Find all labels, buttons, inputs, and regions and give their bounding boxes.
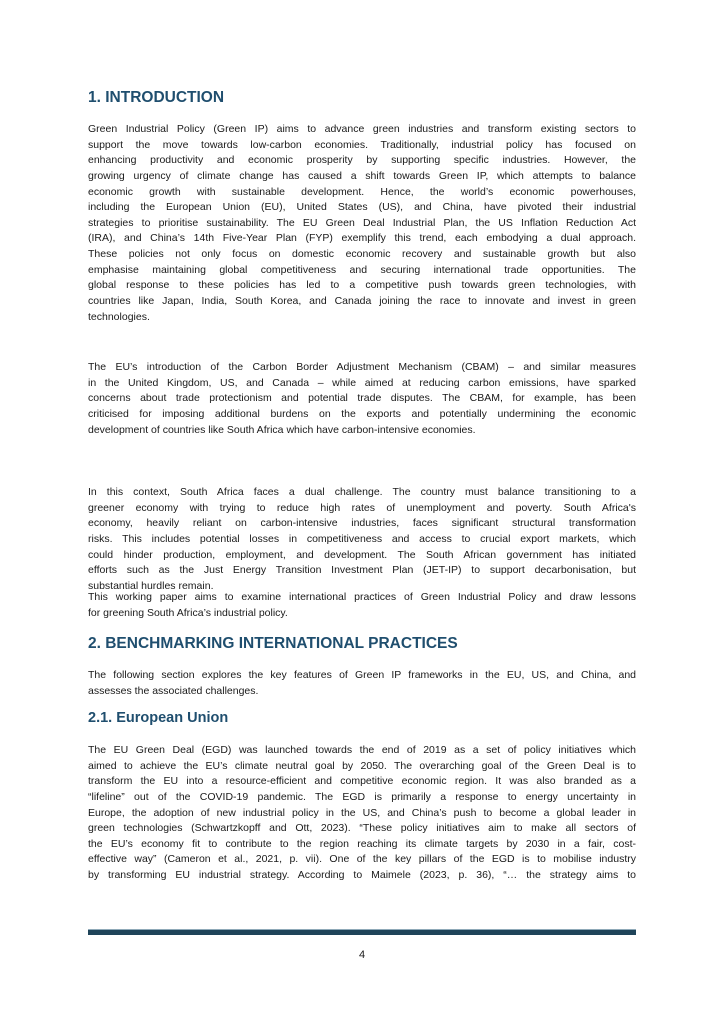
- text-line: development of countries like South Africa which have carbon-intensive economies.: [88, 423, 476, 436]
- text-line: The EU Green Deal (EGD) was launched towards the end of 2019 as a set of policy initiatives which: [88, 744, 636, 756]
- text-line: economy, heavily reliant on carbon-intensive industries, faces significant structural transformation: [88, 517, 636, 530]
- text-line: In this context, South Africa faces a dual challenge. The country must balance transitioning to a: [88, 486, 636, 498]
- text-line: enhancing productivity and economic prosperity by supporting specific industries. However, the: [88, 154, 636, 167]
- text-line: including the European Union (EU), United States (US), and China, have pivoted their industrial: [88, 201, 636, 214]
- text-line: Green Industrial Policy (Green IP) aims to advance green industries and transform existing sectors to: [88, 123, 636, 135]
- subsection-heading-european-union: 2.1. European Union: [88, 710, 229, 726]
- text-line: The following section explores the key features of Green IP frameworks in the EU, US, and China, and: [88, 669, 636, 681]
- text-line: Europe, the adoption of new industrial policy in the US, and China’s push to become a global leader in: [88, 806, 636, 819]
- paragraph-european-union: [88, 743, 636, 884]
- page-number: 4: [358, 949, 366, 961]
- text-line: aimed to achieve the EU’s climate neutral goal by 2050. The overarching goal of the Green Deal is to: [88, 759, 636, 772]
- text-line: concerns about trade protectionism and potential trade disputes. The CBAM, for example, has been: [88, 392, 636, 405]
- text-line: the EU’s economy fit to contribute to the region reaching its climate targets by 2030 in a fair, cost-: [88, 837, 636, 850]
- text-line: countries like Japan, India, South Korea, and Canada joining the race to innovate and invest in green: [88, 295, 636, 308]
- text-line: (IRA), and China’s 14th Five-Year Plan (FYP) exemplify this trend, each embodying a dual approach.: [88, 232, 636, 245]
- text-line: “lifeline” out of the COVID-19 pandemic. The EGD is primarily a response to energy uncertainty in: [88, 790, 636, 803]
- section-heading-benchmarking: 2. BENCHMARKING INTERNATIONAL PRACTICES: [88, 635, 458, 652]
- footer-rule: [88, 929, 636, 935]
- text-line: substantial hurdles remain.: [88, 579, 214, 592]
- paragraph-benchmarking: [88, 668, 636, 699]
- paragraph-intro-1: [88, 122, 636, 325]
- text-line: by transforming EU industrial strategy. According to Maimele (2023, p. 36), “… the strategy aims to: [88, 869, 636, 882]
- text-line: greener economy with trying to reduce high rates of unemployment and poverty. South Africa's: [88, 501, 636, 514]
- text-line: assesses the associated challenges.: [88, 684, 259, 697]
- text-line: transform the EU into a resource-efficient and competitive economic region. It was also branded as a: [88, 775, 636, 788]
- text-line: green technologies (Schwartzkopff and Ott, 2023). “These policy initiatives aim to make all sectors of: [88, 822, 636, 835]
- text-line: risks. This includes potential losses in competitiveness and access to crucial export markets, which: [88, 532, 636, 545]
- text-line: in the United Kingdom, US, and Canada – while aimed at reducing carbon emissions, have sparked: [88, 376, 636, 389]
- text-line: could hinder production, employment, and development. The South African government has initiated: [88, 548, 636, 561]
- text-line: support the move towards low-carbon economies. Traditionally, industrial policy has focused on: [88, 138, 636, 151]
- text-line: emphasise maintaining global competitiveness and securing international trade opportunities. The: [88, 263, 636, 276]
- text-line: These policies not only focus on domestic economic recovery and sustainable growth but also: [88, 248, 636, 261]
- paragraph-intro-3: [88, 485, 636, 594]
- text-line: technologies.: [88, 310, 150, 323]
- text-line: efforts such as the Just Energy Transition Investment Plan (JET-IP) to support decarbonisation, but: [88, 564, 636, 577]
- text-line: strategies to prioritise sustainability. The EU Green Deal Industrial Plan, the US Inflation Reduction Act: [88, 216, 636, 229]
- paragraph-intro-4: [88, 590, 636, 621]
- text-line: The EU’s introduction of the Carbon Border Adjustment Mechanism (CBAM) – and similar measures: [88, 361, 636, 373]
- paragraph-intro-2: [88, 360, 636, 438]
- text-line: global response to these policies has led to a competitive push towards green technologies, with: [88, 279, 636, 292]
- text-line: growing urgency of climate change has caused a shift towards Green IP, which attempts to balance: [88, 169, 636, 182]
- text-line: economic growth with sustainable development. Hence, the world’s economic powerhouses,: [88, 185, 636, 198]
- text-line: This working paper aims to examine international practices of Green Industrial Policy and draw lessons: [88, 591, 636, 603]
- text-line: effective way” (Cameron et al., 2021, p. vii). One of the key pillars of the EGD is to mobilise industry: [88, 853, 636, 866]
- text-line: for greening South Africa’s industrial policy.: [88, 606, 288, 619]
- text-line: criticised for imposing additional burdens on the exports and potentially undermining the economic: [88, 407, 636, 420]
- section-heading-introduction: 1. INTRODUCTION: [88, 89, 225, 106]
